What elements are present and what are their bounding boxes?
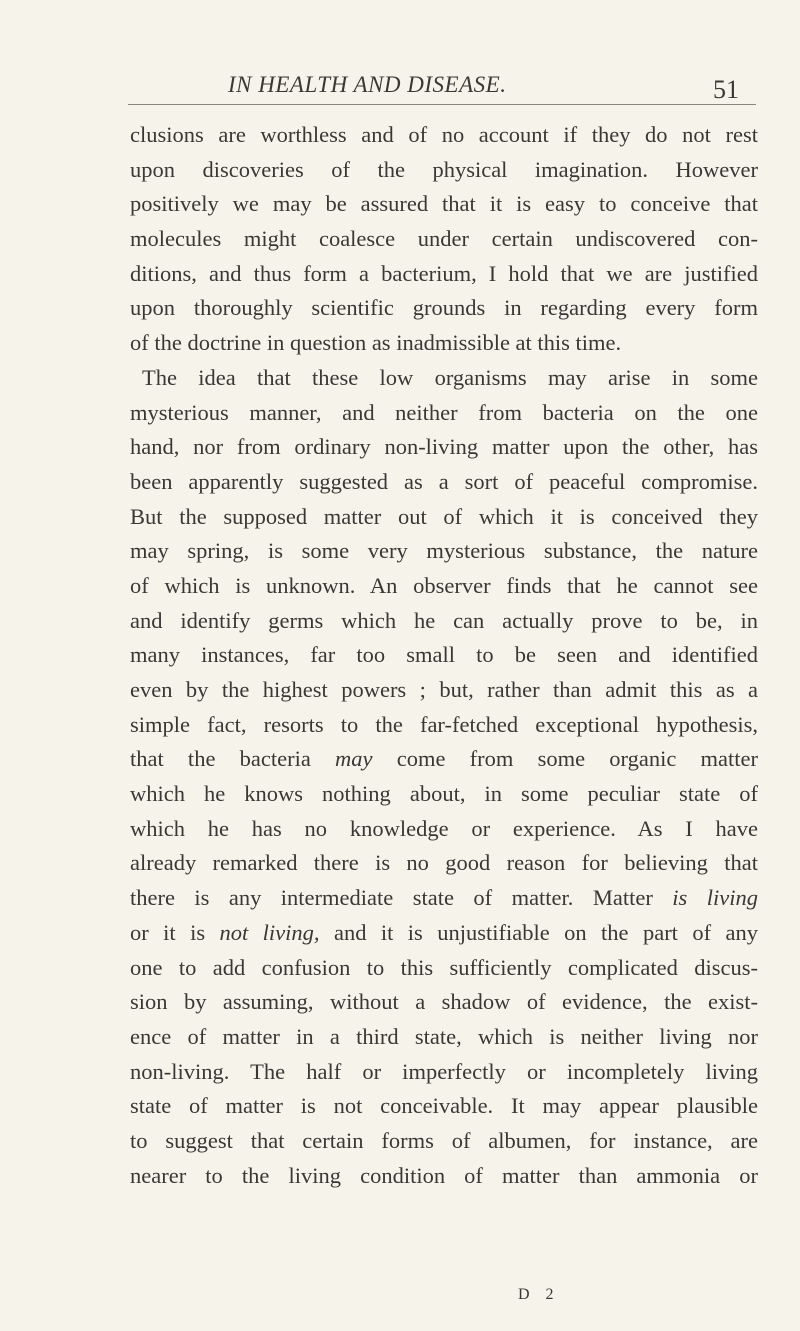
- text-line: state of matter is not conceivable. It may appear plausible: [130, 1093, 758, 1119]
- text-line: ditions, and thus form a bacterium, I hold that we are justified: [130, 260, 758, 286]
- text-segment: there is any intermediate state of matter. Matter: [130, 885, 673, 911]
- paragraph-first-line: The idea that these low organisms may arise in some: [142, 364, 758, 390]
- text-line: and identify germs which he can actually prove to be, in: [130, 607, 758, 633]
- emphasis: is living: [672, 885, 758, 911]
- running-head: [0, 72, 800, 108]
- page-number: 51: [713, 75, 739, 104]
- text-line: to suggest that certain forms of albumen, for instance, are: [130, 1127, 758, 1153]
- text-line: which he has no knowledge or experience. As I have: [130, 815, 758, 841]
- text-line: which he knows nothing about, in some peculiar state of: [130, 781, 758, 807]
- body-text: [130, 118, 758, 1193]
- text-line: upon thoroughly scientific grounds in regarding every form: [130, 295, 758, 321]
- emphasis: may: [335, 746, 373, 772]
- running-title: IN HEALTH AND DISEASE.: [228, 72, 507, 97]
- text-segment: or it is: [130, 919, 220, 945]
- text-line: one to add confusion to this sufficiently complicated discus-: [130, 954, 758, 980]
- text-line: hand, nor from ordinary non-living matter upon the other, has: [130, 434, 758, 460]
- header-rule: [128, 104, 756, 105]
- text-line: upon discoveries of the physical imagination. However: [130, 156, 758, 182]
- text-segment: and it is unjustifiable on the part of any: [319, 919, 758, 945]
- text-line: may spring, is some very mysterious substance, the nature: [130, 538, 758, 564]
- text-line: positively we may be assured that it is easy to conceive that: [130, 191, 758, 217]
- text-line: nearer to the living condition of matter than ammonia or: [130, 1162, 758, 1188]
- text-line: been apparently suggested as a sort of peaceful compromise.: [130, 468, 758, 494]
- text-line: molecules might coalesce under certain undiscovered con-: [130, 226, 758, 252]
- text-line: ence of matter in a third state, which is neither living nor: [130, 1023, 758, 1049]
- text-line: many instances, far too small to be seen and identified: [130, 642, 758, 668]
- text-segment: come from some organic matter: [372, 746, 758, 772]
- text-line: of which is unknown. An observer finds that he cannot see: [130, 572, 758, 598]
- text-line-with-emphasis: [130, 742, 758, 777]
- text-line: But the supposed matter out of which it is conceived they: [130, 503, 758, 529]
- text-line: of the doctrine in question as inadmissible at this time.: [130, 330, 622, 356]
- emphasis: not living,: [219, 919, 320, 945]
- text-line-with-emphasis: [130, 881, 758, 916]
- text-line: already remarked there is no good reason for believing that: [130, 850, 758, 876]
- signature-mark: D 2: [518, 1286, 560, 1303]
- text-line: sion by assuming, without a shadow of evidence, the exist-: [130, 989, 758, 1015]
- text-line: simple fact, resorts to the far-fetched exceptional hypothesis,: [130, 711, 758, 737]
- text-segment: that the bacteria: [130, 746, 336, 772]
- text-line: even by the highest powers ; but, rather than admit this as a: [130, 677, 758, 702]
- text-line: mysterious manner, and neither from bacteria on the one: [130, 399, 758, 425]
- text-line-with-emphasis: [130, 916, 758, 951]
- text-line: clusions are worthless and of no account if they do not rest: [130, 122, 758, 147]
- text-line: non-living. The half or imperfectly or incompletely living: [130, 1058, 758, 1084]
